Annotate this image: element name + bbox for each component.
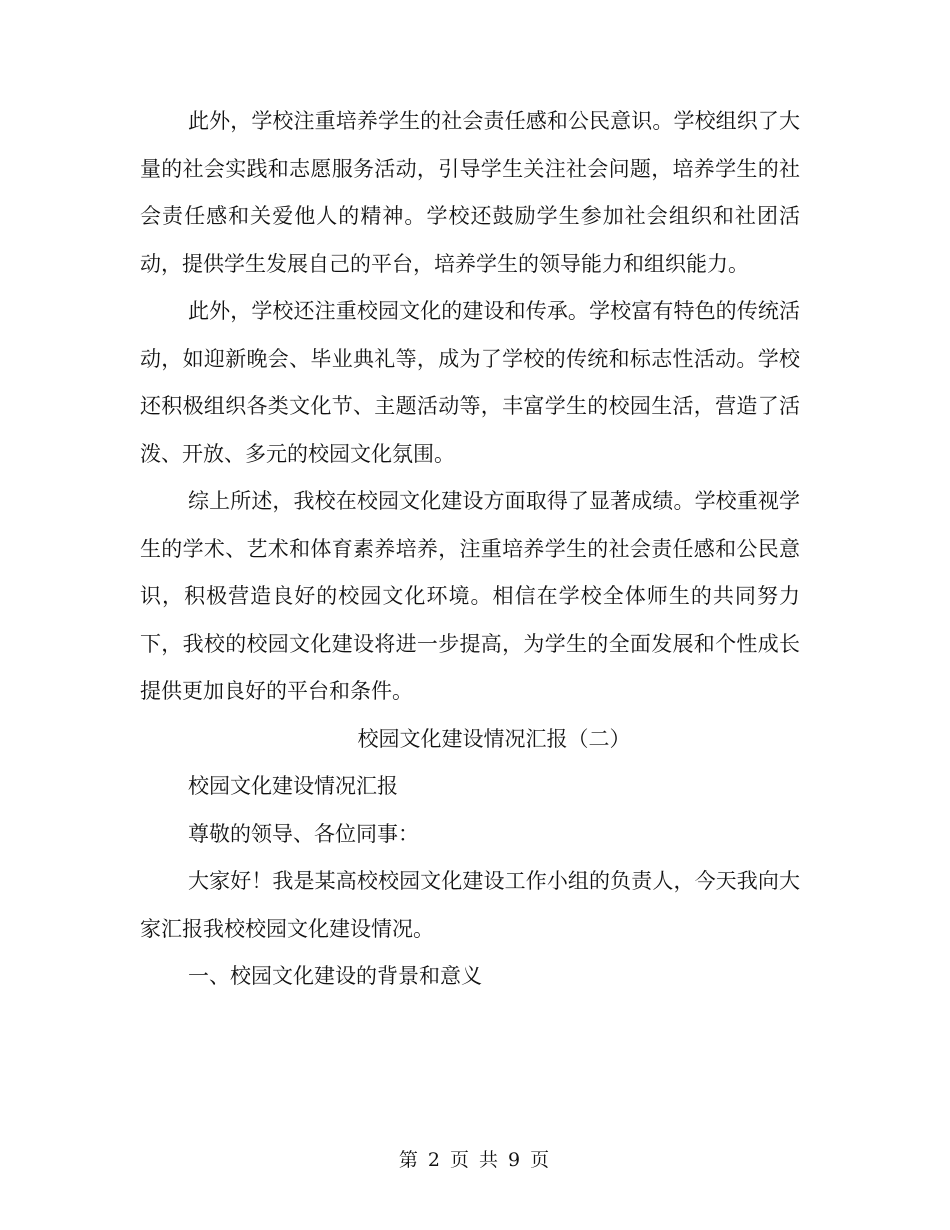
section-heading: 校园文化建设情况汇报（二） bbox=[357, 726, 631, 751]
report-title: 校园文化建设情况汇报 bbox=[188, 774, 398, 798]
body-paragraph: 此外，学校注重培养学生的社会责任感和公民意识。学校组织了大量的社会实践和志愿服务活动，引导学生关注社会问题，培养学生的社会责任感和关爱他人的精神。学校还鼓励学生参加社会组织和社团活动，提供学生发展自己的平台，培养学生的领导能力和组织能力。 bbox=[140, 109, 800, 276]
body-paragraph: 大家好！我是某高校校园文化建设工作小组的负责人，今天我向大家汇报我校校园文化建设情况。 bbox=[140, 869, 800, 941]
body-paragraph: 综上所述，我校在校园文化建设方面取得了显著成绩。学校重视学生的学术、艺术和体育素养培养，注重培养学生的社会责任感和公民意识，积极营造良好的校园文化环境。相信在学校全体师生的共同努力下，我校的校园文化建设将进一步提高，为学生的全面发展和个性成长提供更加良好的平台和条件。 bbox=[140, 489, 800, 703]
subsection-heading: 一、校园文化建设的背景和意义 bbox=[188, 964, 482, 988]
salutation: 尊敬的领导、各位同事： bbox=[188, 821, 419, 846]
page-number-footer: 第 2 页 共 9 页 bbox=[398, 1149, 552, 1171]
document-body bbox=[140, 98, 800, 1001]
body-paragraph: 此外，学校还注重校园文化的建设和传承。学校富有特色的传统活动，如迎新晚会、毕业典礼等，成为了学校的传统和标志性活动。学校还积极组织各类文化节、主题活动等，丰富学生的校园生活，营造了活泼、开放、多元的校园文化氛围。 bbox=[140, 299, 800, 466]
